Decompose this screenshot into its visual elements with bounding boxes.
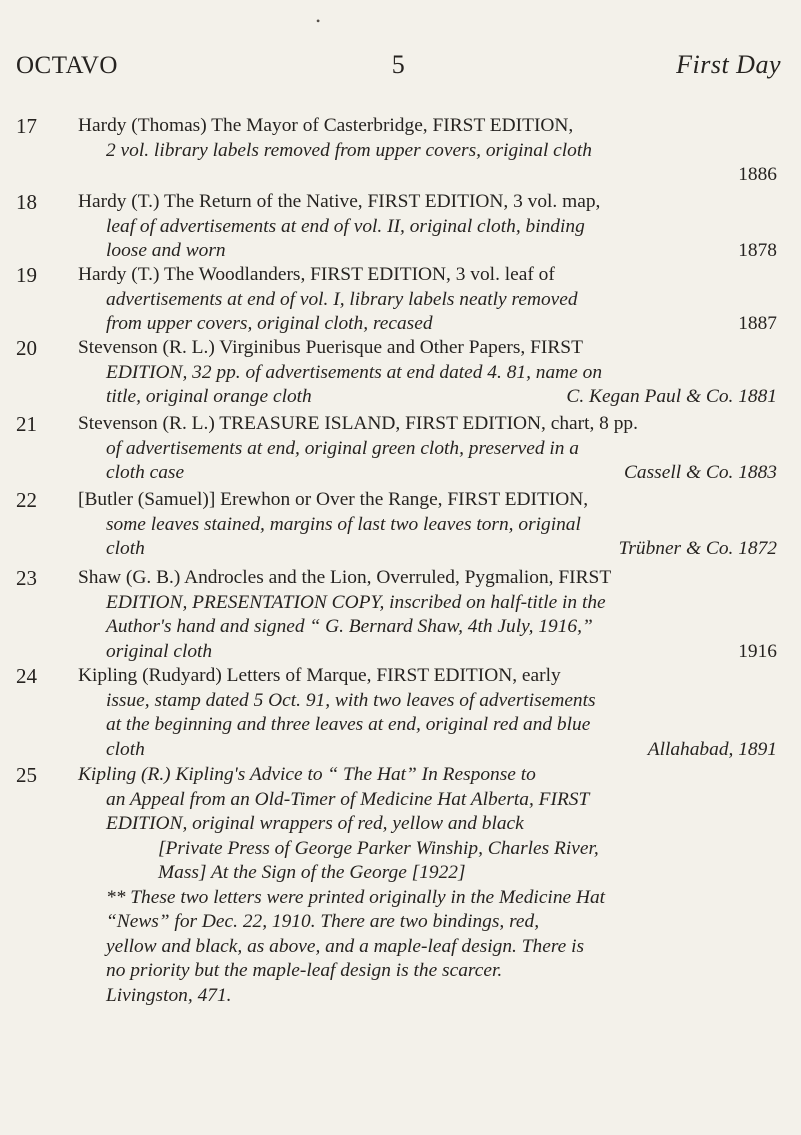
lot-line-text: Shaw (G. B.) Androcles and the Lion, Overruled, Pygmalion, FIRST (78, 567, 612, 588)
lot-imprint: C. Kegan Paul & Co. 1881 (566, 386, 777, 407)
lot-description (78, 190, 777, 264)
lot-line-text: ** These two letters were printed originally in the Medicine Hat (106, 886, 606, 908)
lot-line-text: cloth case (106, 462, 185, 483)
lot-entry-20 (16, 336, 777, 410)
lot-entry-17 (16, 114, 777, 188)
lot-number: 18 (16, 190, 37, 214)
lot-entry-21 (16, 412, 777, 486)
lot-number: 22 (16, 488, 37, 512)
lot-line-text: from upper covers, original cloth, recased (106, 313, 433, 334)
page-number: 5 (391, 50, 406, 79)
lot-line (78, 935, 777, 960)
lot-line (78, 566, 777, 591)
lot-line-text: cloth (106, 538, 145, 559)
lot-line-text: Kipling (R.) Kipling's Advice to “ The Hat” In Response to (78, 764, 536, 785)
lot-line-text: EDITION, 32 pp. of advertisements at end dated 4. 81, name on (106, 361, 603, 383)
lot-line-text: yellow and black, as above, and a maple-leaf design. There is (106, 935, 585, 957)
lot-imprint: Trübner & Co. 1872 (618, 538, 777, 559)
lot-line (78, 763, 777, 788)
lot-line-text: leaf of advertisements at end of vol. II, original cloth, binding (106, 215, 585, 237)
lot-line (78, 689, 777, 714)
lot-line (78, 886, 777, 911)
lot-description (78, 412, 777, 486)
lot-description (78, 763, 777, 1008)
lot-line-text: EDITION, PRESENTATION COPY, inscribed on half-title in the (106, 591, 606, 613)
lot-line-text: cloth (106, 738, 145, 760)
lot-line-text: some leaves stained, margins of last two leaves torn, original (106, 513, 581, 535)
lot-imprint: 1886 (738, 164, 777, 185)
lot-line-text: Hardy (T.) The Return of the Native, FIRST EDITION, 3 vol. map, (78, 191, 601, 212)
lot-line (78, 139, 777, 164)
lot-entry-25 (16, 763, 777, 1008)
lot-line (78, 713, 777, 738)
lot-description (78, 664, 777, 762)
lot-description (78, 114, 777, 185)
lot-line-text: an Appeal from an Old-Timer of Medicine Hat Alberta, FIRST (106, 788, 590, 810)
lot-line-text: Stevenson (R. L.) TREASURE ISLAND, FIRST EDITION, chart, 8 pp. (78, 413, 638, 434)
lot-line (78, 812, 777, 837)
header-right: First Day (676, 50, 781, 79)
lot-line (78, 488, 777, 513)
lot-line (78, 385, 777, 410)
lot-description (78, 263, 777, 337)
lot-line (78, 239, 777, 264)
lot-line (78, 312, 777, 337)
lot-line (78, 461, 777, 486)
lot-line-text: at the beginning and three leaves at end, original red and blue (106, 714, 591, 735)
lot-number: 19 (16, 263, 37, 287)
lot-line-text: Mass] At the Sign of the George [1922] (158, 862, 466, 883)
lot-imprint: Cassell & Co. 1883 (624, 462, 777, 483)
lot-line-text: [Private Press of George Parker Winship, Charles River, (158, 837, 599, 859)
lot-line (78, 412, 777, 437)
lot-line (78, 288, 777, 313)
lot-number: 17 (16, 114, 37, 138)
lot-line (78, 664, 777, 689)
lot-line-text: title, original orange cloth (106, 386, 312, 407)
lot-line (78, 984, 777, 1009)
lot-line (78, 861, 777, 886)
lot-line-text: Stevenson (R. L.) Virginibus Puerisque and Other Papers, FIRST (78, 337, 583, 358)
lot-line (78, 640, 777, 665)
lot-imprint: 1887 (738, 313, 777, 334)
lot-entry-19 (16, 263, 777, 337)
lot-line-text: Livingston, 471. (106, 984, 232, 1006)
lot-line (78, 615, 777, 640)
lot-line (78, 537, 777, 562)
lot-line (78, 114, 777, 139)
lot-line (78, 437, 777, 462)
lot-line-text: 2 vol. library labels removed from upper covers, original cloth (106, 139, 592, 161)
lot-imprint: 1916 (738, 640, 777, 662)
lot-number: 24 (16, 664, 37, 688)
lot-entry-23 (16, 566, 777, 664)
lot-number: 25 (16, 763, 37, 787)
lot-line (78, 837, 777, 862)
lot-imprint: Allahabad, 1891 (647, 738, 777, 760)
header-left: OCTAVO (16, 52, 118, 79)
lot-line-text: Author's hand and signed “ G. Bernard Shaw, 4th July, 1916,” (106, 616, 593, 637)
page-mark: • (316, 14, 321, 28)
lot-line-text: Hardy (Thomas) The Mayor of Casterbridge, FIRST EDITION, (78, 115, 574, 136)
page-header (16, 50, 781, 90)
lot-number: 21 (16, 412, 37, 436)
lot-line (78, 788, 777, 813)
lot-line-text: EDITION, original wrappers of red, yellow and black (106, 813, 524, 834)
lot-line (78, 190, 777, 215)
lot-line (78, 361, 777, 386)
lot-line (78, 910, 777, 935)
lot-description (78, 488, 777, 562)
lot-line-text: “News” for Dec. 22, 1910. There are two bindings, red, (106, 911, 540, 932)
lot-line (78, 959, 777, 984)
lot-line-text: no priority but the maple-leaf design is the scarcer. (106, 960, 503, 981)
lot-line (78, 738, 777, 763)
lot-line-text: issue, stamp dated 5 Oct. 91, with two leaves of advertisements (106, 689, 596, 711)
lot-line (78, 215, 777, 240)
lot-description (78, 566, 777, 664)
lot-entry-24 (16, 664, 777, 762)
lot-line (78, 336, 777, 361)
lot-line-text: original cloth (106, 640, 213, 662)
lot-line-text: Hardy (T.) The Woodlanders, FIRST EDITION, 3 vol. leaf of (78, 264, 555, 285)
lot-number: 20 (16, 336, 37, 360)
lot-number: 23 (16, 566, 37, 590)
lot-line (78, 513, 777, 538)
lot-entry-22 (16, 488, 777, 562)
lot-imprint: 1878 (738, 240, 777, 261)
lot-line (78, 263, 777, 288)
lot-line-text: [Butler (Samuel)] Erewhon or Over the Range, FIRST EDITION, (78, 489, 589, 510)
lot-line-text: loose and worn (106, 240, 226, 261)
lot-line-text: advertisements at end of vol. I, library labels neatly removed (106, 288, 578, 310)
lot-line-text: of advertisements at end, original green cloth, preserved in a (106, 437, 580, 459)
lot-description (78, 336, 777, 410)
lot-line (78, 591, 777, 616)
lot-entry-18 (16, 190, 777, 264)
lot-line-text: Kipling (Rudyard) Letters of Marque, FIRST EDITION, early (78, 665, 561, 686)
